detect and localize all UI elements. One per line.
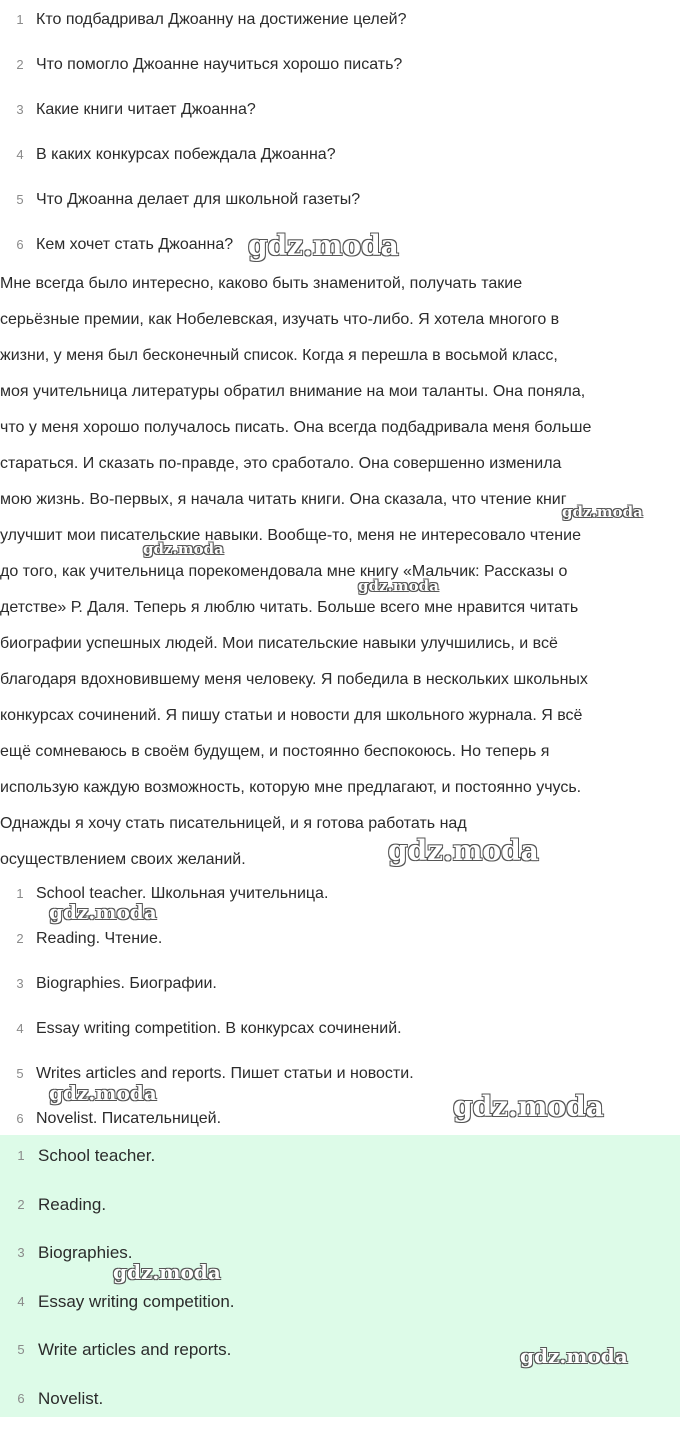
item-number: 1: [16, 886, 24, 901]
watermark-logo: gdz.moda: [388, 834, 539, 867]
item-number: 3: [16, 976, 24, 991]
watermark-logo: gdz.moda: [248, 229, 399, 262]
final-answer-text: Essay writing competition.: [38, 1291, 235, 1311]
story-line: жизни, у меня был бесконечный список. Когда я перешла в восьмой класс,: [0, 347, 558, 364]
answer-text: Writes articles and reports. Пишет статьи и новости.: [36, 1065, 414, 1082]
question-text: Кем хочет стать Джоанна?: [36, 236, 234, 253]
watermark-logo: gdz.moda: [143, 540, 224, 558]
final-answer-text: Novelist.: [38, 1388, 104, 1408]
final-answer-text: Write articles and reports.: [38, 1340, 232, 1359]
story-line: до того, как учительница порекомендовала мне книгу «Мальчик: Рассказы о: [0, 563, 568, 580]
watermark-logo: gdz.moda: [453, 1090, 604, 1123]
final-answers-box: [0, 1135, 680, 1417]
final-answer-text: Reading.: [38, 1194, 107, 1214]
watermark-logo: gdz.moda: [49, 900, 157, 924]
item-number: 4: [16, 147, 24, 162]
story-paragraph: [0, 266, 680, 878]
final-answer-text: School teacher.: [38, 1146, 156, 1165]
item-number: 5: [16, 1066, 24, 1081]
item-number: 3: [16, 102, 24, 117]
item-number: 6: [17, 1390, 25, 1406]
answer-text: Essay writing competition. В конкурсах сочинений.: [36, 1020, 402, 1037]
final-answers-list: [0, 1145, 680, 1436]
watermark-logo: gdz.moda: [358, 577, 439, 595]
item-number: 3: [17, 1245, 25, 1260]
final-answer-item: [0, 1145, 680, 1194]
final-answer-item: [0, 1242, 680, 1291]
story-line: стараться. И сказать по-правде, это сработало. Она совершенно изменила: [0, 455, 562, 472]
story-line: что у меня хорошо получалось писать. Она всегда подбадривала меня больше: [0, 419, 592, 436]
question-text: Какие книги читает Джоанна?: [36, 101, 256, 118]
item-number: 1: [17, 1148, 25, 1163]
item-number: 4: [17, 1293, 25, 1309]
final-answer-item: [0, 1194, 680, 1243]
story-line: осуществлением своих желаний.: [0, 851, 246, 868]
watermark-logo: gdz.moda: [562, 503, 643, 521]
item-number: 2: [16, 57, 24, 72]
item-number: 5: [16, 192, 24, 207]
story-line: ещё сомневаюсь в своём будущем, и постоянно беспокоюсь. Но теперь я: [0, 743, 550, 760]
answer-text: School teacher. Школьная учительница.: [36, 885, 329, 902]
final-answer-item: [0, 1388, 680, 1437]
story-line: биографии успешных людей. Мои писательские навыки улучшились, и всё: [0, 635, 558, 652]
question-text: Что Джоанна делает для школьной газеты?: [36, 191, 361, 208]
item-number: 6: [16, 1111, 24, 1126]
watermark-logo: gdz.moda: [113, 1260, 221, 1284]
story-line: детстве» Р. Даля. Теперь я люблю читать. Больше всего мне нравится читать: [0, 599, 579, 616]
answer-text: Novelist. Писательницей.: [36, 1110, 222, 1127]
item-number: 4: [16, 1021, 24, 1036]
story-line: серьёзные премии, как Нобелевская, изучать что-либо. Я хотела многого в: [0, 311, 560, 328]
story-line: Мне всегда было интересно, каково быть знаменитой, получать такие: [0, 275, 523, 292]
question-text: Что помогло Джоанне научиться хорошо писать?: [36, 56, 403, 73]
answer-text: Reading. Чтение.: [36, 930, 163, 947]
question-text: Кто подбадривал Джоанну на достижение целей?: [36, 11, 407, 28]
item-number: 5: [17, 1342, 25, 1357]
watermark-logo: gdz.moda: [49, 1081, 157, 1105]
answer-text: Biographies. Биографии.: [36, 975, 217, 992]
story-line: мою жизнь. Во-первых, я начала читать книги. Она сказала, что чтение книг: [0, 491, 567, 508]
story-line: моя учительница литературы обратил внимание на мои таланты. Она поняла,: [0, 383, 586, 400]
story-line: благодаря вдохновившему меня человеку. Я победила в нескольких школьных: [0, 671, 588, 688]
final-answer-text: Biographies.: [38, 1243, 133, 1262]
question-text: В каких конкурсах побеждала Джоанна?: [36, 146, 336, 163]
final-answer-item: [0, 1291, 680, 1340]
story-line: использую каждую возможность, которую мне предлагают, и постоянно учусь.: [0, 779, 582, 796]
item-number: 1: [16, 12, 24, 27]
item-number: 2: [16, 931, 24, 946]
item-number: 2: [17, 1196, 25, 1212]
item-number: 6: [16, 237, 24, 252]
story-line: улучшит мои писательские навыки. Вообще-то, меня не интересовало чтение: [0, 527, 581, 544]
story-line: конкурсах сочинений. Я пишу статьи и новости для школьного журнала. Я всё: [0, 707, 583, 724]
story-line: Однажды я хочу стать писательницей, и я готова работать над: [0, 815, 467, 832]
watermark-logo: gdz.moda: [520, 1344, 628, 1368]
